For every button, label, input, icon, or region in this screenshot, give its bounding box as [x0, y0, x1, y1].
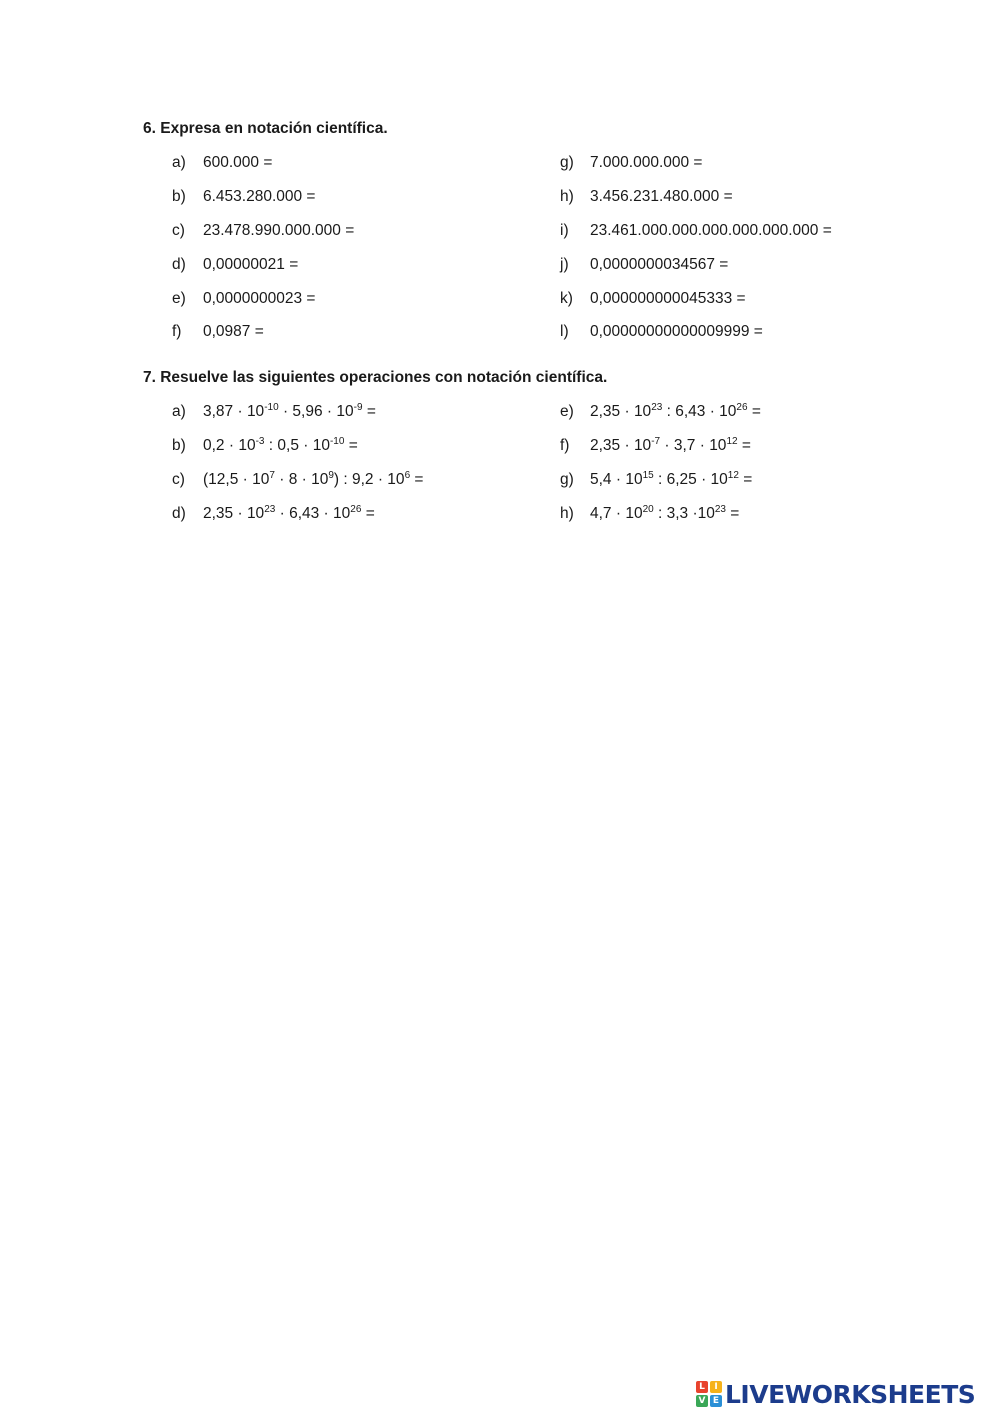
- section-7-title: 7. Resuelve las siguientes operaciones con notación científica.: [143, 369, 608, 386]
- item-expression: $4,7 \cdot 10^{20}$ : $3,3 \cdot 10^{23}$ =: [590, 504, 740, 522]
- section-7-row: [0, 502, 1000, 526]
- item-label: i): [560, 222, 569, 239]
- section-6-row: [0, 320, 1000, 344]
- item-expression: 23.461.000.000.000.000.000.000 =: [590, 222, 832, 239]
- item-label: g): [560, 154, 574, 171]
- item-label: a): [172, 403, 186, 420]
- item-expression: 0,00000021 =: [203, 256, 299, 273]
- item-label: c): [172, 222, 185, 239]
- item-label: b): [172, 437, 186, 454]
- item-label: f): [172, 323, 182, 340]
- logo-mark-letter: I: [710, 1381, 722, 1393]
- item-expression: $2,35 \cdot 10^{23}$ : $6,43 \cdot 10^{26}$ =: [590, 402, 761, 420]
- item-label: c): [172, 471, 185, 488]
- item-expression: 0,0000000034567 =: [590, 256, 729, 273]
- item-expression: 0,0987 =: [203, 323, 264, 340]
- logo-mark-letter: V: [696, 1395, 708, 1407]
- item-expression: 23.478.990.000.000 =: [203, 222, 355, 239]
- logo-mark-letter: L: [696, 1381, 708, 1393]
- section-6-row: [0, 253, 1000, 277]
- item-label: l): [560, 323, 569, 340]
- item-expression: $2,35 \cdot 10^{23} \cdot 6,43 \cdot 10^{26}$ =: [203, 504, 375, 522]
- item-expression: 3.456.231.480.000 =: [590, 188, 733, 205]
- item-label: b): [172, 188, 186, 205]
- item-expression: $5,4 \cdot 10^{15}$ : $6,25 \cdot 10^{12}$ =: [590, 470, 753, 488]
- logo-mark-icon: [696, 1381, 722, 1407]
- item-label: h): [560, 505, 574, 522]
- item-label: a): [172, 154, 186, 171]
- section-7-row: [0, 434, 1000, 458]
- section-6-title: 6. Expresa en notación científica.: [143, 120, 388, 137]
- item-label: j): [560, 256, 569, 273]
- item-expression: $0,2 \cdot 10^{-3}$ : $0,5 \cdot 10^{-10}$ =: [203, 436, 358, 454]
- item-expression: $3,87 \cdot 10^{-10} \cdot 5,96 \cdot 10^{-9}$ =: [203, 402, 376, 420]
- item-label: g): [560, 471, 574, 488]
- section-7-row: [0, 400, 1000, 424]
- item-expression: 6.453.280.000 =: [203, 188, 316, 205]
- item-expression: 0,00000000000009999 =: [590, 323, 763, 340]
- item-label: h): [560, 188, 574, 205]
- logo-text: LIVEWORKSHEETS: [725, 1379, 976, 1409]
- section-6-row: [0, 287, 1000, 311]
- item-label: d): [172, 256, 186, 273]
- section-6-row: [0, 151, 1000, 175]
- section-6-row: [0, 185, 1000, 209]
- item-expression: 0,000000000045333 =: [590, 290, 746, 307]
- section-7-row: [0, 468, 1000, 492]
- section-6-row: [0, 219, 1000, 243]
- item-expression: 600.000 =: [203, 154, 273, 171]
- liveworksheets-logo[interactable]: [696, 1378, 975, 1410]
- item-label: e): [172, 290, 186, 307]
- item-expression: $(12,5 \cdot 10^7 \cdot 8 \cdot 10^9)$ : $9,2 \cdot 10^6$ =: [203, 470, 424, 488]
- item-expression: 0,0000000023 =: [203, 290, 316, 307]
- item-label: e): [560, 403, 574, 420]
- item-label: d): [172, 505, 186, 522]
- item-label: k): [560, 290, 573, 307]
- item-expression: 7.000.000.000 =: [590, 154, 703, 171]
- logo-mark-letter: E: [710, 1395, 722, 1407]
- item-expression: $2,35 \cdot 10^{-7} \cdot 3,7 \cdot 10^{12}$ =: [590, 436, 751, 454]
- item-label: f): [560, 437, 570, 454]
